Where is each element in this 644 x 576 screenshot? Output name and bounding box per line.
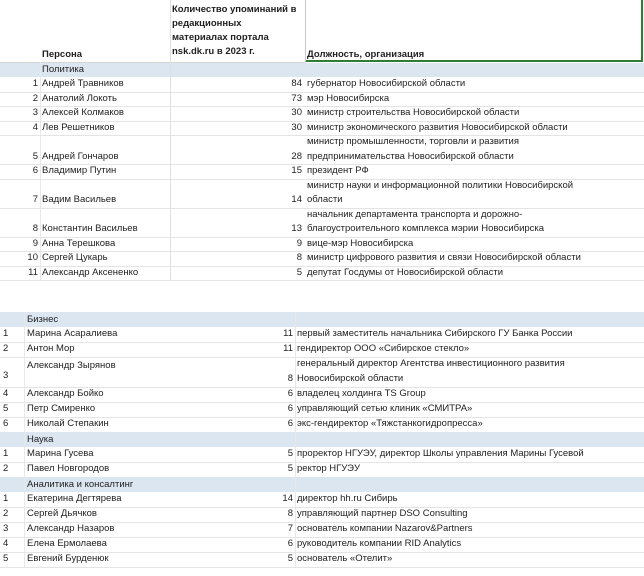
- row-number: 10: [27, 252, 38, 263]
- position-text: вице-мэр Новосибирска: [307, 237, 414, 249]
- person-name: Елена Ермолаева: [27, 538, 107, 549]
- person-name: Андрей Травников: [42, 78, 124, 89]
- position-text: министр цифрового развития и связи Новосибирской области: [307, 252, 581, 263]
- position-text: основатель компании Nazarov&Partners: [297, 523, 473, 534]
- position-text: депутат Госдумы от Новосибирской области: [307, 266, 504, 278]
- mention-count: 30: [291, 107, 302, 118]
- person-name: Владимир Путин: [42, 165, 117, 176]
- mention-count: 6: [287, 388, 293, 399]
- row-number: 1: [3, 328, 9, 339]
- position-text: Новосибирской области: [297, 373, 404, 384]
- mention-count: 8: [287, 373, 293, 384]
- position-text: благоустроительного комплекса мэрии Новосибирска: [307, 223, 545, 234]
- mention-count: 9: [296, 237, 302, 249]
- mention-count: 5: [287, 448, 293, 459]
- header-mentions: Количество упоминаний в редакционных материалах портала nsk.dk.ru в 2023 г.: [172, 4, 297, 57]
- section-title: Аналитика и консалтинг: [27, 478, 134, 490]
- position-text: министр науки и информационной политики Новосибирской: [307, 179, 574, 191]
- row-number: 1: [3, 448, 9, 459]
- position-text: мэр Новосибирска: [307, 92, 390, 104]
- mention-count: 5: [287, 463, 293, 474]
- selected-cell-border: [306, 60, 643, 62]
- section-title: Наука: [27, 433, 54, 445]
- position-text: области: [307, 194, 343, 205]
- row-number: 4: [3, 538, 9, 549]
- person-name: Евгений Бурденюк: [27, 553, 109, 564]
- header-position: Должность, организация: [307, 49, 425, 60]
- position-text: управляющий партнер DSO Consulting: [297, 508, 468, 519]
- position-text: директор hh.ru Сибирь: [297, 493, 398, 504]
- row-number: 5: [32, 150, 38, 162]
- mention-count: 15: [291, 165, 302, 176]
- section-band: [0, 432, 644, 447]
- person-name: Александр Аксененко: [42, 266, 139, 278]
- section-title: Политика: [42, 64, 85, 75]
- person-name: Алексей Колмаков: [42, 107, 124, 118]
- position-text: управляющий сетью клиник «СМИТРА»: [297, 403, 473, 414]
- person-name: Александр Назаров: [27, 523, 115, 534]
- row-number: 2: [32, 92, 38, 104]
- position-text: министр экономического развития Новосибирской области: [307, 121, 568, 133]
- position-text: владелец холдинга TS Group: [297, 388, 426, 399]
- person-name: Николай Степакин: [27, 418, 109, 429]
- header-person: Персона: [42, 49, 83, 60]
- row-number: 8: [32, 223, 38, 234]
- row-number: 4: [32, 121, 38, 133]
- person-name: Анатолий Локоть: [42, 92, 117, 104]
- header-divider: [305, 0, 306, 62]
- row-number: 11: [28, 266, 38, 278]
- row-number: 1: [32, 78, 38, 89]
- row-number: 7: [32, 194, 38, 205]
- position-text: начальник департамента транспорта и дорожно-: [307, 208, 523, 220]
- mention-count: 6: [287, 403, 293, 414]
- selected-cell-border-right: [641, 0, 643, 62]
- person-name: Петр Смиренко: [27, 403, 96, 414]
- row-number: 3: [32, 107, 38, 118]
- person-name: Антон Мор: [27, 343, 75, 354]
- person-name: Александр Бойко: [27, 388, 104, 399]
- position-text: основатель «Отелит»: [297, 553, 393, 564]
- position-text: руководитель компании RID Analytics: [297, 538, 462, 549]
- person-name: Андрей Гончаров: [42, 150, 119, 162]
- section-band: [0, 312, 644, 327]
- position-text: проректор НГУЭУ, директор Школы управления Марины Гусевой: [297, 448, 584, 459]
- person-name: Лев Решетников: [42, 121, 115, 133]
- mention-count: 7: [287, 523, 293, 534]
- person-name: Сергей Дьячков: [27, 508, 97, 519]
- row-number: 3: [3, 523, 9, 534]
- row-number: 9: [32, 237, 38, 249]
- row-number: 4: [3, 388, 9, 399]
- person-name: Александр Зырянов: [27, 360, 116, 371]
- person-name: Константин Васильев: [42, 223, 138, 234]
- section-band-politics: [0, 63, 644, 77]
- position-text: экс-гендиректор «Тяжстанкогидропресса»: [297, 418, 483, 429]
- mention-count: 73: [291, 92, 302, 104]
- position-text: гендиректор ООО «Сибирское стекло»: [297, 343, 470, 354]
- person-name: Марина Гусева: [27, 448, 94, 459]
- position-text: губернатор Новосибирской области: [307, 78, 466, 89]
- person-name: Сергей Цукарь: [42, 252, 108, 263]
- section-title: Бизнес: [27, 313, 59, 325]
- person-name: Анна Терешкова: [42, 237, 116, 249]
- mention-count: 13: [291, 223, 302, 234]
- column-divider: [40, 62, 41, 280]
- row-number: 5: [3, 403, 9, 414]
- row-number: 6: [32, 165, 38, 176]
- position-text: генеральный директор Агентства инвестиционного развития: [297, 358, 565, 369]
- mention-count: 84: [291, 78, 302, 89]
- column-divider: [295, 312, 296, 567]
- mention-count: 5: [287, 553, 293, 564]
- row-number: 2: [3, 463, 9, 474]
- row-number: 3: [3, 370, 9, 381]
- position-text: министр строительства Новосибирской области: [307, 107, 520, 118]
- row-number: 1: [3, 493, 9, 504]
- person-name: Марина Асаралиева: [27, 328, 118, 339]
- row-number: 5: [3, 553, 9, 564]
- person-name: Павел Новгородов: [27, 463, 110, 474]
- position-text: первый заместитель начальника Сибирского ГУ Банка России: [297, 328, 573, 339]
- mention-count: 11: [283, 343, 293, 354]
- row-divider: [0, 567, 644, 568]
- position-text: министр промышленности, торговли и развития: [307, 136, 519, 147]
- mention-count: 5: [296, 266, 302, 278]
- mention-count: 28: [291, 150, 302, 162]
- mention-count: 8: [287, 508, 293, 519]
- mention-count: 8: [296, 252, 302, 263]
- position-text: ректор НГУЭУ: [297, 463, 360, 474]
- row-number: 2: [3, 343, 9, 354]
- row-number: 6: [3, 418, 9, 429]
- column-divider: [24, 312, 25, 567]
- row-number: 2: [3, 508, 9, 519]
- position-text: предпринимательства Новосибирской области: [307, 150, 514, 162]
- mention-count: 11: [283, 328, 293, 339]
- column-divider: [170, 0, 171, 280]
- mention-count: 30: [291, 121, 302, 133]
- person-name: Вадим Васильев: [42, 194, 117, 205]
- position-text: президент РФ: [307, 165, 369, 176]
- mention-count: 6: [287, 418, 293, 429]
- person-name: Екатерина Дегтярева: [27, 493, 122, 504]
- mention-count: 14: [282, 493, 293, 504]
- mention-count: 6: [287, 538, 293, 549]
- mention-count: 14: [291, 194, 302, 205]
- row-divider: [0, 280, 644, 281]
